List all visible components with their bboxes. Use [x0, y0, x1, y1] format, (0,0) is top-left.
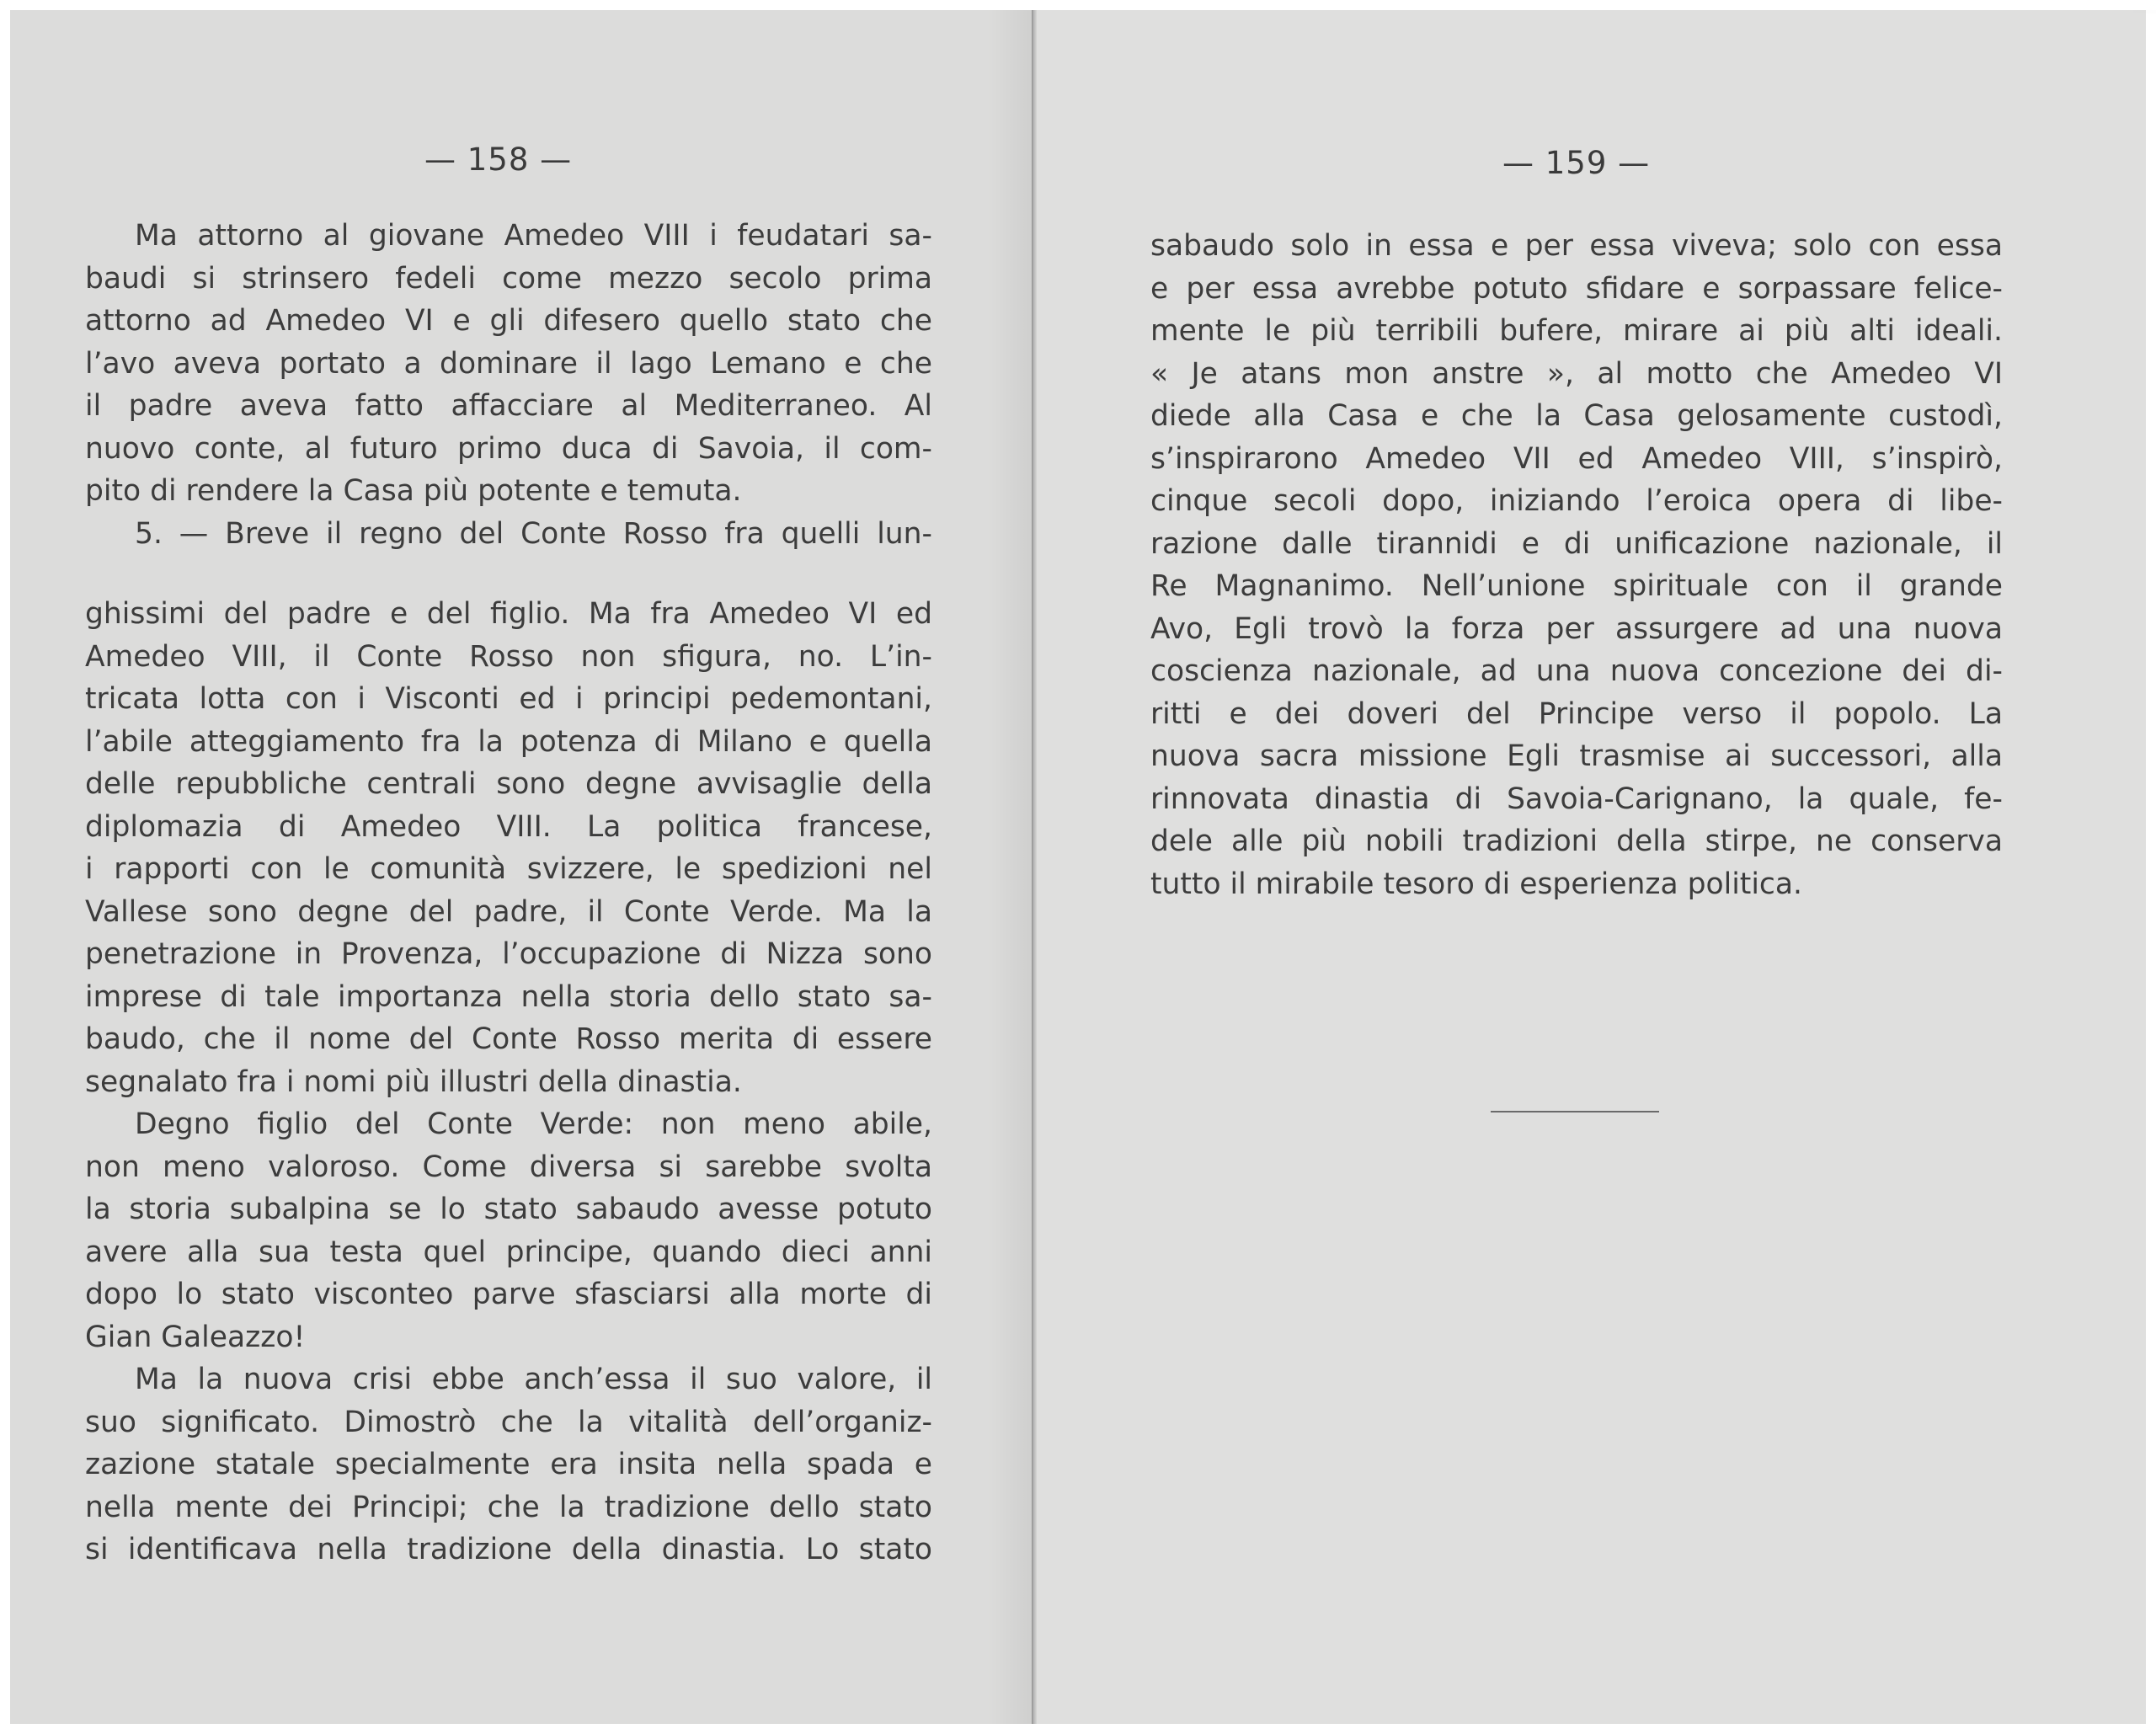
section-gap — [85, 555, 932, 593]
text-line: il padre aveva fatto affacciare al Mediterraneo. Al — [85, 389, 932, 423]
text-line: si identificava nella tradizione della dinastia. Lo stato — [85, 1533, 932, 1566]
text-line: non meno valoroso. Come diversa si sarebbe svolta — [85, 1150, 932, 1184]
text-line: 5. — Breve il regno del Conte Rosso fra quelli lun- — [135, 516, 932, 551]
text-line: la storia subalpina se lo stato sabaudo avesse potuto — [85, 1192, 932, 1226]
text-line: nuovo conte, al futuro primo duca di Savoia, il com- — [85, 431, 932, 466]
text-line: Vallese sono degne del padre, il Conte Verde. Ma la — [85, 894, 932, 929]
book-spread — [10, 10, 2146, 1724]
text-line: Avo, Egli trovò la forza per assurgere ad una nuova — [1150, 611, 2003, 646]
text-line: mente le più terribili bufere, mirare ai più alti ideali. — [1150, 314, 2003, 348]
text-line: suo significato. Dimostrò che la vitalità dell’organiz- — [85, 1405, 932, 1439]
end-rule — [1491, 1111, 1659, 1112]
text-line: penetrazione in Provenza, l’occupazione di Nizza sono — [85, 937, 932, 971]
text-line: l’abile atteggiamento fra la potenza di Milano e quella — [85, 724, 932, 759]
text-line: coscienza nazionale, ad una nuova concezione dei di- — [1150, 654, 2003, 688]
book-gutter — [1032, 10, 1037, 1724]
text-line: s’inspirarono Amedeo VII ed Amedeo VIII, s’inspirò, — [1150, 441, 2003, 476]
text-line: sabaudo solo in essa e per essa viveva; solo con essa — [1150, 229, 2003, 263]
text-line: diplomazia di Amedeo VIII. La politica francese, — [85, 809, 932, 844]
text-line: Re Magnanimo. Nell’unione spirituale con il grande — [1150, 569, 2003, 603]
text-line: ritti e dei doveri del Principe verso il popolo. La — [1150, 696, 2003, 731]
text-line: Gian Galeazzo! — [85, 1320, 306, 1354]
text-line: segnalato fra i nomi più illustri della dinastia. — [85, 1064, 742, 1099]
text-line: Degno figlio del Conte Verde: non meno abile, — [135, 1107, 932, 1141]
text-line: tutto il mirabile tesoro di esperienza politica. — [1150, 867, 1802, 901]
text-line: tricata lotta con i Visconti ed i principi pedemontani, — [85, 682, 932, 716]
text-line: pito di rendere la Casa più potente e temuta. — [85, 474, 742, 508]
page-top-edge — [2127, 10, 2156, 13]
text-line: Ma la nuova crisi ebbe anch’essa il suo valore, il — [135, 1363, 932, 1396]
text-line: cinque secoli dopo, iniziando l’eroica opera di libe- — [1150, 484, 2003, 518]
text-line: delle repubbliche centrali sono degne avvisaglie della — [85, 767, 932, 801]
text-line: baudo, che il nome del Conte Rosso merita di essere — [85, 1022, 932, 1056]
text-line: nella mente dei Principi; che la tradizione dello stato — [85, 1490, 932, 1524]
text-line: dopo lo stato visconteo parve sfasciarsi alla morte di — [85, 1278, 932, 1311]
text-line: l’avo aveva portato a dominare il lago Lemano e che — [85, 346, 932, 381]
text-line: baudi si strinsero fedeli come mezzo secolo prima — [85, 261, 932, 296]
text-line: e per essa avrebbe potuto sfidare e sorpassare felice- — [1150, 271, 2003, 306]
page-number-right: — 159 — — [1502, 145, 1651, 181]
text-line: dele alle più nobili tradizioni della stirpe, ne conserva — [1150, 824, 2003, 858]
text-line: avere alla sua testa quel principe, quando dieci anni — [85, 1235, 932, 1269]
gutter-shadow — [987, 10, 1032, 1724]
text-line: diede alla Casa e che la Casa gelosamente custodì, — [1150, 399, 2003, 433]
left-text-part2 — [85, 593, 932, 1571]
text-line: nuova sacra missione Egli trasmise ai successori, alla — [1150, 739, 2003, 773]
text-line: zazione statale specialmente era insita nella spada e — [85, 1448, 932, 1481]
left-page — [10, 10, 1032, 1724]
right-page-text — [1150, 225, 2003, 905]
page-number-left: — 158 — — [424, 141, 573, 178]
left-page-text — [85, 215, 932, 1571]
text-line: rinnovata dinastia di Savoia-Carignano, la quale, fe- — [1150, 782, 2003, 816]
right-text-lines — [1150, 225, 2003, 905]
text-line: razione dalle tirannidi e di unificazione nazionale, il — [1150, 526, 2003, 561]
text-line: ghissimi del padre e del figlio. Ma fra Amedeo VI ed — [85, 597, 932, 631]
text-line: attorno ad Amedeo VI e gli difesero quello stato che — [85, 304, 932, 338]
left-text-part1 — [85, 215, 932, 555]
text-line: imprese di tale importanza nella storia dello stato sa- — [85, 979, 932, 1014]
text-line: « Je atans mon anstre », al motto che Amedeo VI — [1150, 356, 2003, 391]
text-line: Ma attorno al giovane Amedeo VIII i feudatari sa- — [135, 219, 932, 253]
text-line: Amedeo VIII, il Conte Rosso non sfigura, no. L’in- — [85, 639, 932, 674]
text-line: i rapporti con le comunità svizzere, le spedizioni nel — [85, 852, 932, 886]
